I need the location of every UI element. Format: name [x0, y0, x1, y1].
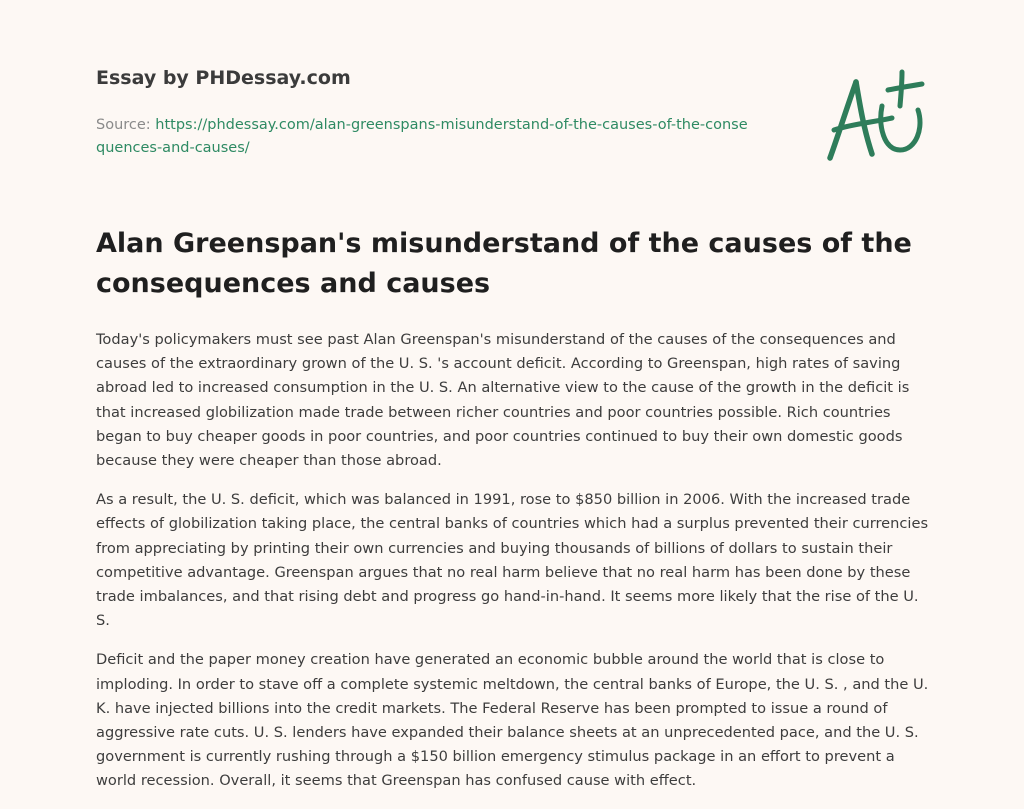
a-plus-logo-icon: [822, 66, 930, 166]
source-line: [96, 114, 756, 160]
essay-paragraph-1: Today's policymakers must see past Alan Greenspan's misunderstand of the causes of the consequences and causes of the extraordinary grown of the U. S. 's account deficit. According to Greenspan, high rates of saving abroad led to increased consumption in the U. S. An alternative view to the cause of the growth in the deficit is that increased globilization made trade between richer countries and poor countries possible. Rich countries began to buy cheaper goods in poor countries, and poor countries continued to buy their own domestic goods because they were cheaper than those abroad.: [96, 331, 910, 470]
source-label: Source:: [96, 117, 156, 133]
site-title: Essay by PHDessay.com: [96, 67, 351, 89]
essay-paragraph-2: As a result, the U. S. deficit, which was balanced in 1991, rose to $850 billion in 2006. With the increased trade effects of globilization taking place, the central banks of countries which had a surplus prevented their currencies from appreciating by printing their own currencies and buying thousands of billions of dollars to sustain their competitive advantage. Greenspan argues that no real harm believe that no real harm has been done by these trade imbalances, and that rising debt and progress go hand-in-hand. It seems more likely that the rise of the U. S.: [96, 491, 929, 630]
source-link[interactable]: https://phdessay.com/alan-greenspans-misunderstand-of-the-causes-of-the-consequences-and-causes/: [96, 117, 748, 156]
a-plus-logo: [822, 66, 930, 166]
page-header: [96, 62, 796, 160]
essay-article: [96, 224, 932, 809]
essay-title: Alan Greenspan's misunderstand of the causes of the consequences and causes: [96, 228, 912, 299]
essay-paragraph-3: Deficit and the paper money creation have generated an economic bubble around the world that is close to imploding. In order to stave off a complete systemic meltdown, the central banks of Europe, the U. S. , and the U. K. have injected billions into the credit markets. The Federal Reserve has been prompted to issue a round of aggressive rate cuts. U. S. lenders have expanded their balance sheets at an unprecedented pace, and the U. S. government is currently rushing through a $150 billion emergency stimulus package in an effort to prevent a world recession. Overall, it seems that Greenspan has confused cause with effect.: [96, 651, 929, 790]
